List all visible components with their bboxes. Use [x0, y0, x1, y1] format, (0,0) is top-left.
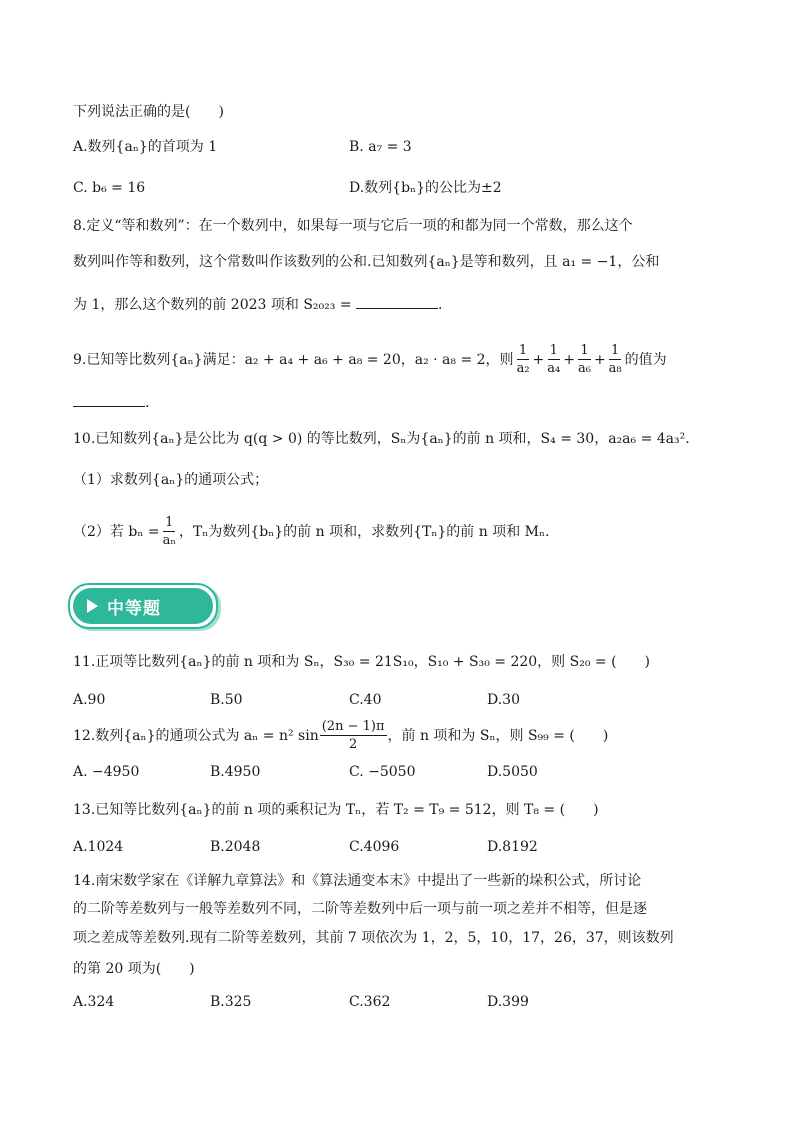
q10-part1: （1）求数列{aₙ}的通项公式； [73, 472, 269, 488]
q9-answer-blank [73, 392, 145, 407]
q11-option-b: B.50 [210, 692, 243, 708]
q14-line1: 14.南宋数学家在《详解九章算法》和《算法通变本末》中提出了一些新的垛积公式，所讨论 [73, 873, 642, 889]
q8-line2: 数列叫作等和数列，这个常数叫作该数列的公和.已知数列{aₙ}是等和数列，且 a₁ = −1，公和 [73, 254, 660, 270]
q12-frac: $\frac{(2n - 1)\pi}{2}$ [321, 719, 385, 752]
q14-line3: 项之差成等差数列.现有二阶等差数列，其前 7 项依次为 1，2，5，10，17，26，37，则该数列 [73, 930, 674, 946]
section-label: 中等题 [107, 598, 161, 619]
q12-option-d: D.5050 [487, 764, 538, 780]
q11-option-a: A.90 [73, 692, 106, 708]
q13-stem: 13.已知等比数列{aₙ}的前 n 项的乘积记为 Tₙ，若 T₂ = T₉ = 512，则 T₈ = ( ) [73, 802, 599, 818]
q14-option-a: A.324 [73, 994, 115, 1010]
q13-option-d: D.8192 [487, 839, 538, 855]
q9-prefix: 9.已知等比数列{aₙ}满足：a₂ + a₄ + a₆ + a₈ = 20，a₂ · a₈ = 2，则 [73, 351, 514, 368]
q10-stem: 10.已知数列{aₙ}是公比为 q(q > 0) 的等比数列，Sₙ为{aₙ}的前 n 项和，S₄ = 30，a₂a₆ = 4a₃². [73, 431, 690, 447]
q7-option-d: D.数列{bₙ}的公比为±2 [349, 180, 502, 196]
q9-frac-1: $\frac{1}{\text{a₂}}$ [516, 343, 530, 376]
q10-frac: $\frac{1}{\text{aₙ}}$ [162, 515, 176, 548]
q12-stem: 12.数列{aₙ}的通项公式为 aₙ = n² sin $\frac{(2n - 1)\pi}{2}$ ，前 n 项和为 Sₙ，则 S₉₉ = ( ) [73, 719, 609, 752]
q13-option-a: A.1024 [73, 839, 124, 855]
q13-option-b: B.2048 [210, 839, 261, 855]
q12-option-b: B.4950 [210, 764, 261, 780]
q8-line3-text: 为 1，那么这个数列的前 2023 项和 S₂₀₂₃ = [73, 297, 352, 313]
section-badge [68, 583, 218, 629]
q12-option-c: C. −5050 [349, 764, 416, 780]
q14-option-c: C.362 [349, 994, 391, 1010]
q7-option-a: A.数列{aₙ}的首项为 1 [73, 139, 218, 155]
q14-line4: 的第 20 项为( ) [73, 961, 195, 977]
q8-answer-blank [356, 294, 438, 309]
q9-frac-3: $\frac{1}{\text{a₆}}$ [577, 343, 591, 376]
q10-part2: （2）若 bₙ = $\frac{1}{\text{aₙ}}$ ，Tₙ为数列{bₙ}的前 n 项和，求数列{Tₙ}的前 n 项和 Mₙ. [73, 515, 550, 548]
q9-frac-4: $\frac{1}{\text{a₈}}$ [608, 343, 622, 376]
q12-option-a: A. −4950 [73, 764, 140, 780]
play-arrow-icon [87, 599, 98, 613]
q8-line3: 为 1，那么这个数列的前 2023 项和 S₂₀₂₃ = . [73, 294, 442, 316]
q7-option-b: B. a₇ = 3 [349, 139, 412, 155]
q14-option-b: B.325 [210, 994, 252, 1010]
q11-stem: 11.正项等比数列{aₙ}的前 n 项和为 Sₙ，S₃₀ = 21S₁₀，S₁₀ + S₃₀ = 220，则 S₂₀ = ( ) [73, 654, 651, 670]
intro-text: 下列说法正确的是( ) [73, 104, 224, 120]
q9-suffix: 的值为 [624, 351, 667, 368]
q8-line1: 8.定义“等和数列”：在一个数列中，如果每一项与它后一项的和都为同一个常数，那么这个 [73, 218, 633, 234]
q7-option-c: C. b₆ = 16 [73, 180, 146, 196]
q14-line2: 的二阶等差数列与一般等差数列不同，二阶等差数列中后一项与前一项之差并不相等，但是逐 [73, 901, 647, 917]
q9-answer-line: . [73, 392, 149, 414]
q13-option-c: C.4096 [349, 839, 400, 855]
q9-stem: 9.已知等比数列{aₙ}满足：a₂ + a₄ + a₆ + a₈ = 20，a₂ · a₈ = 2，则 $\frac{1}{\text{a₂}}$ + $\frac{1}{\text{a₄}}$ + $\frac{1}{\text{a₆}}$ + $\frac{1}{\text{a₈}}$ 的值为 [73, 343, 667, 376]
q14-option-d: D.399 [487, 994, 529, 1010]
q11-option-c: C.40 [349, 692, 382, 708]
q11-option-d: D.30 [487, 692, 520, 708]
q9-frac-2: $\frac{1}{\text{a₄}}$ [547, 343, 561, 376]
